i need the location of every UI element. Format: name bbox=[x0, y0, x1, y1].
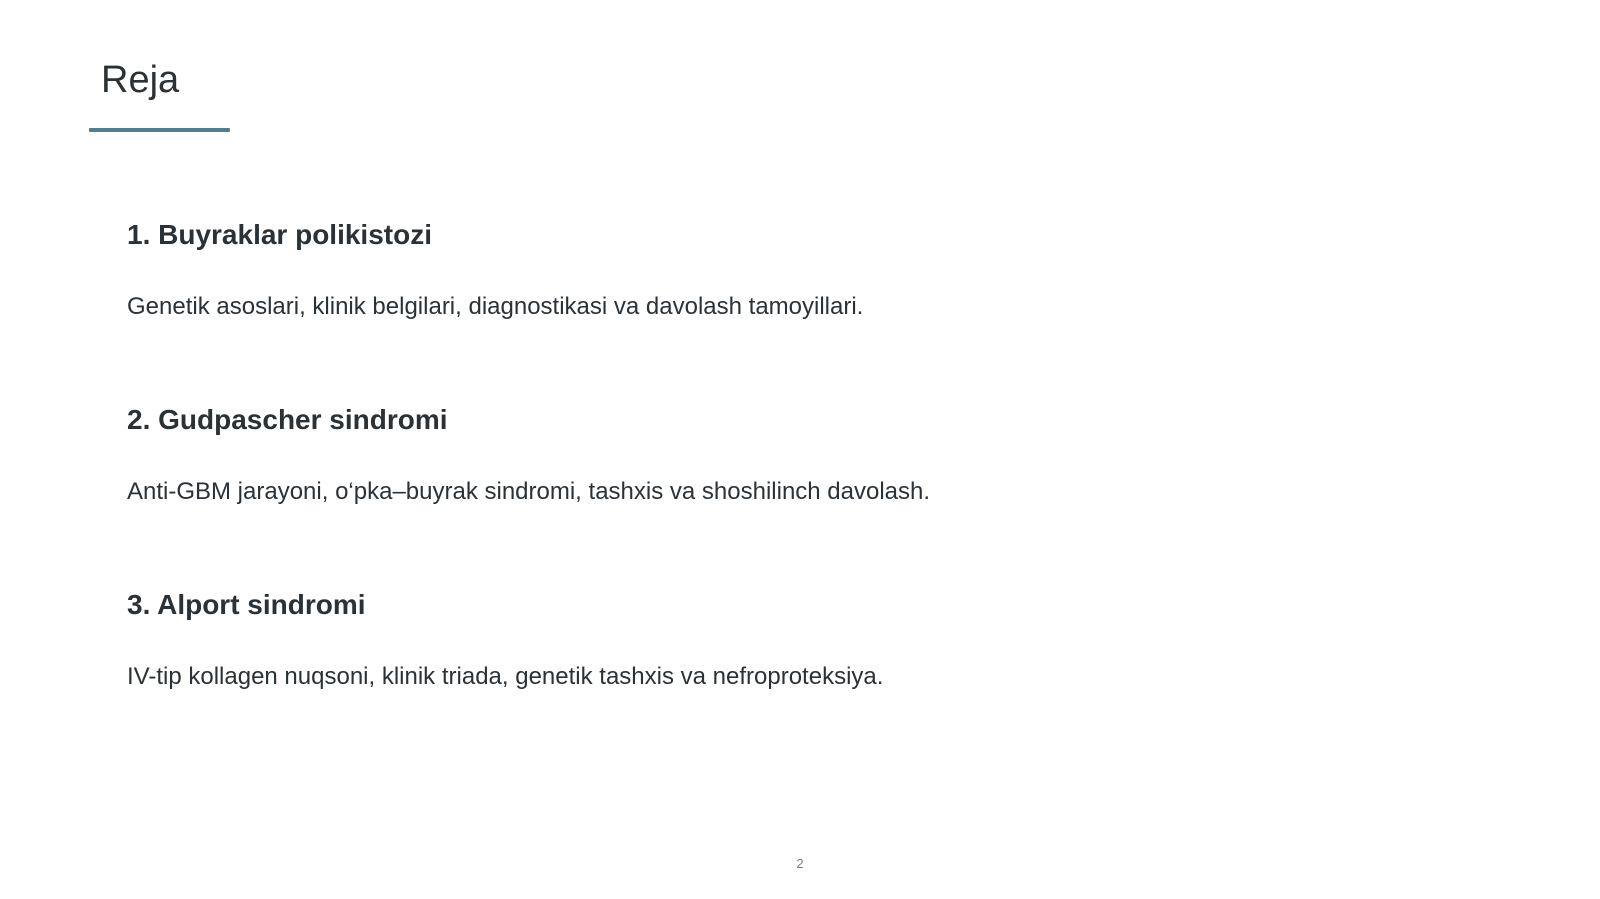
section-description-1: Genetik asoslari, klinik belgilari, diagnostikasi va davolash tamoyillari. bbox=[127, 293, 864, 320]
section-heading-1: 1. Buyraklar polikistozi bbox=[127, 219, 432, 250]
title-underline bbox=[89, 128, 230, 132]
section-description-2: Anti-GBM jarayoni, o‘pka–buyrak sindromi, tashxis va shoshilinch davolash. bbox=[127, 478, 931, 505]
section-heading-3: 3. Alport sindromi bbox=[127, 589, 366, 620]
slide-title: Reja bbox=[101, 59, 180, 101]
page-number: 2 bbox=[796, 856, 804, 871]
section-description-3: IV-tip kollagen nuqsoni, klinik triada, genetik tashxis va nefroproteksiya. bbox=[127, 663, 884, 690]
section-heading-2: 2. Gudpascher sindromi bbox=[127, 404, 448, 435]
